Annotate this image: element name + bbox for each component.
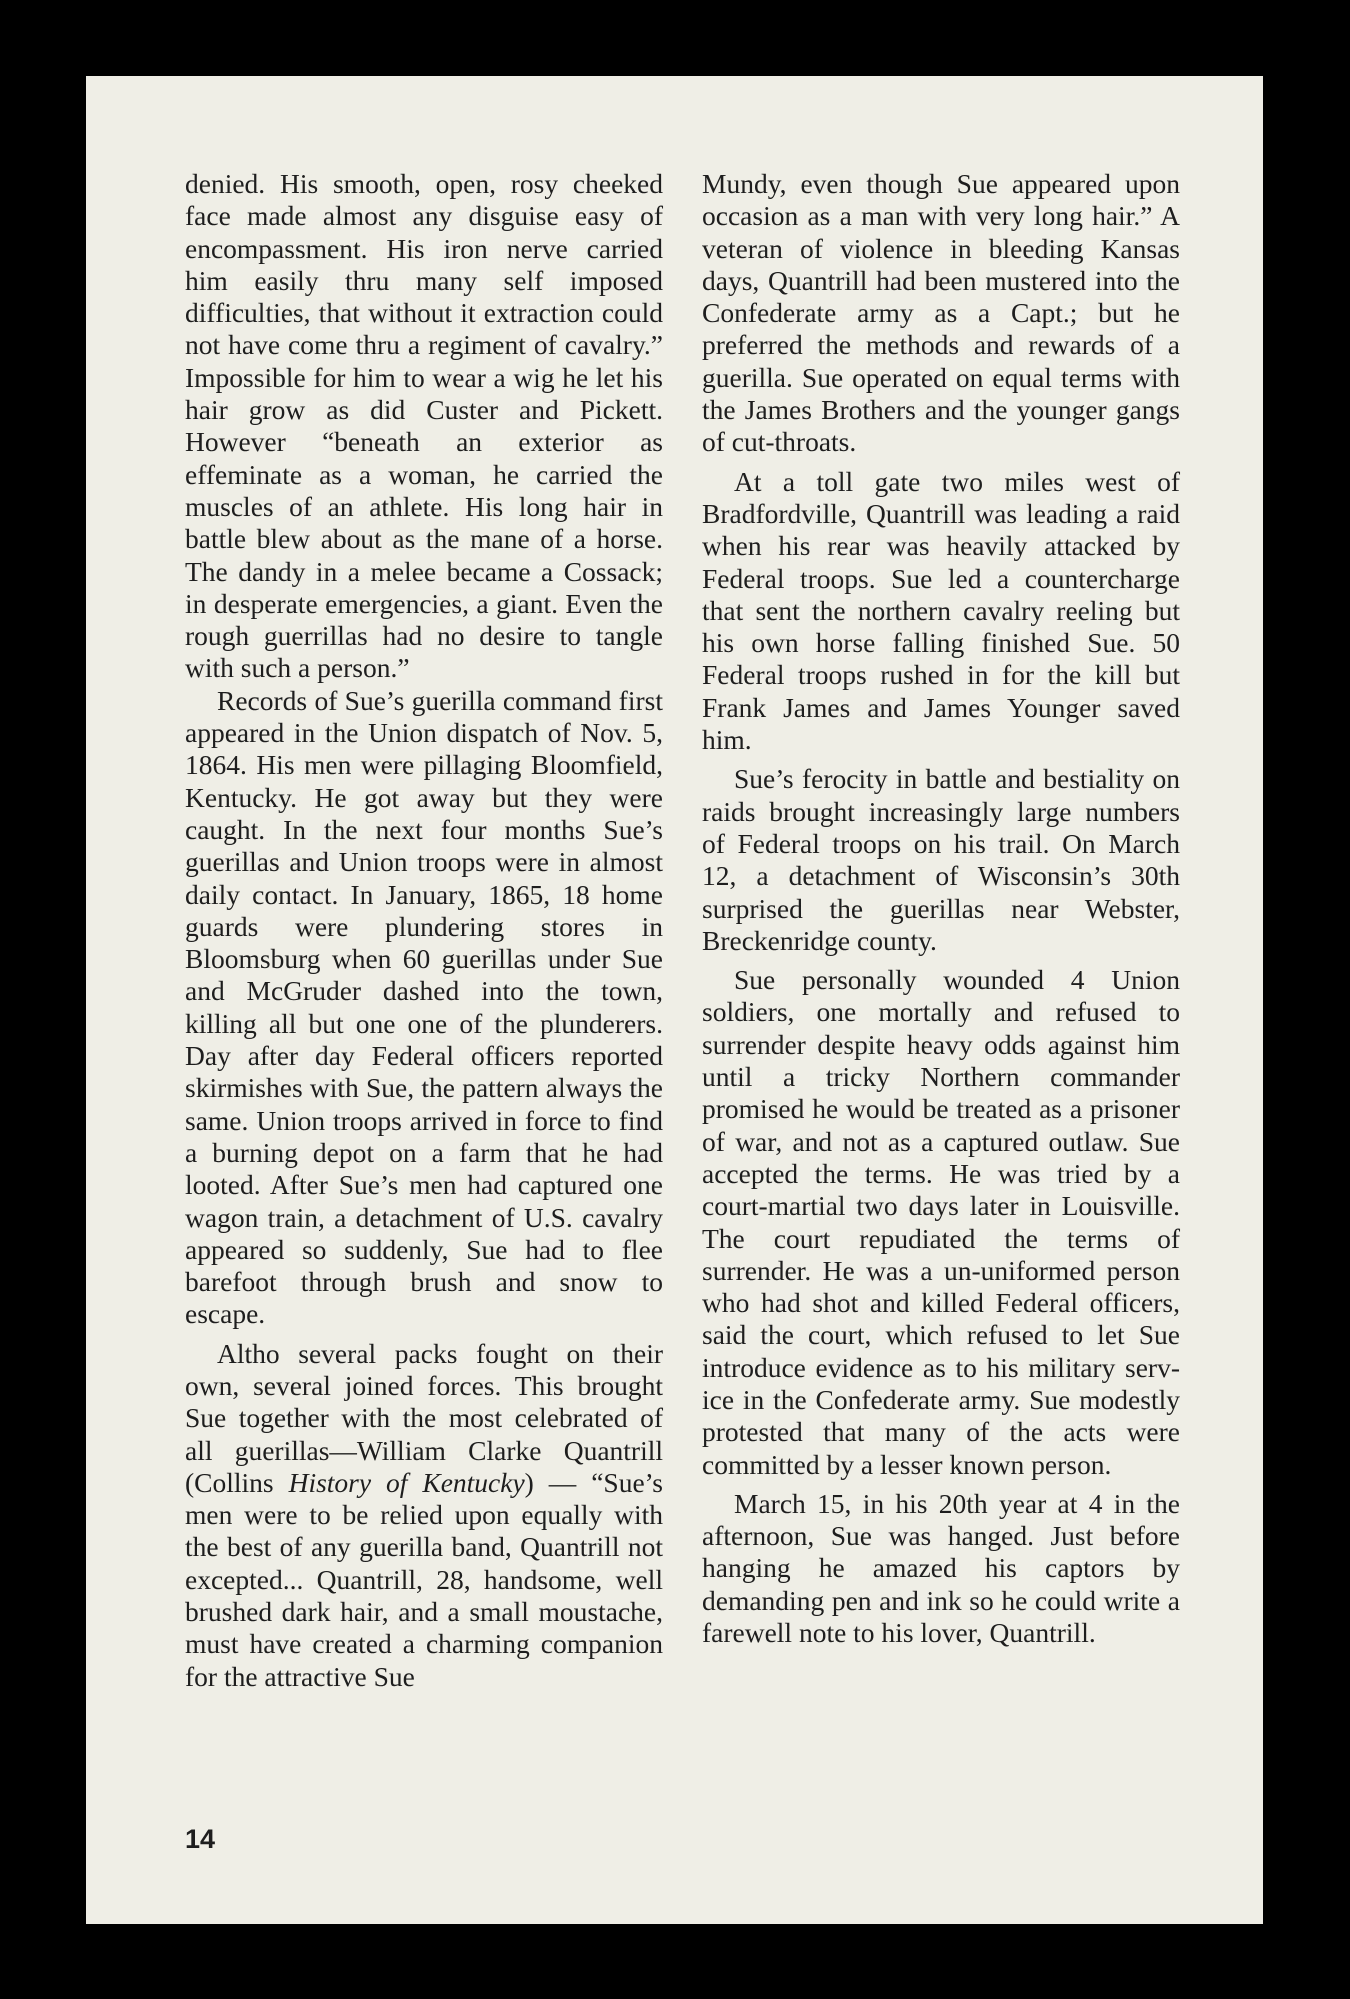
paragraph-left-3-text-b: ) — “Sue’s men were to be relied upon equally with the best of any guerilla band, Quantrill not excepted... Quantrill, 28, handsome, well brushed dark hair, and a small moustache, must have created a charming companion for the attractive Sue	[185, 1466, 663, 1692]
paragraph-right-4: Sue personally wounded 4 Union soldiers, one mortally and refused to surrender despite heavy odds against him until a tricky Northern commander promised he would be treated as a prisoner of war, and not as a captured outlaw. Sue accepted the terms. He was tried by a court-martial two days later in Louisville. The court repudiated the terms of surrender. He was a un-uniformed person who had shot and killed Federal officers, said the court, which refused to let Sue introduce evidence as to his military service in the Confederate army. Sue modestly protested that many of the acts were committed by a lesser known person.	[702, 964, 1180, 1480]
paragraph-left-1: denied. His smooth, open, rosy cheeked face made almost any disguise easy of encompassment. His iron nerve carried him easily thru many self imposed difficulties, that without it extraction could not have come thru a regiment of cavalry.” Impossible for him to wear a wig he let his hair grow as did Custer and Pickett. However “beneath an exterior as effeminate as a woman, he carried the muscles of an athlete. His long hair in battle blew about as the mane of a horse. The dandy in a melee became a Cossack; in desperate emergencies, a giant. Even the rough guerrillas had no desire to tangle with such a person.”	[185, 168, 663, 684]
right-column	[702, 168, 1180, 1649]
paragraph-left-3-text-a: Altho several packs fought on their own, several joined forces. This brought Sue together with the most celebrated of all guerillas—William Clarke Quantrill (Collins	[185, 1337, 663, 1498]
book-title-italic: History of Kentucky	[288, 1466, 525, 1498]
page-number: 14	[185, 1824, 216, 1854]
paragraph-right-5: March 15, in his 20th year at 4 in the afternoon, Sue was hanged. Just before hanging he amazed his captors by demanding pen and ink so he could write a farewell note to his lover, Quantrill.	[702, 1487, 1180, 1649]
document-page	[86, 76, 1263, 1924]
paragraph-right-1: Mundy, even though Sue appeared upon occasion as a man with very long hair.” A veteran of violence in bleeding Kansas days, Quantrill had been mustered into the Confederate army as a Capt.; but he preferred the methods and rewards of a guerilla. Sue operated on equal terms with the James Brothers and the younger gangs of cut-throats.	[702, 168, 1180, 458]
paragraph-right-3: Sue’s ferocity in battle and bestiality on raids brought increasingly large numbers of Federal troops on his trail. On March 12, a detachment of Wisconsin’s 30th surprised the guerillas near Webster, Breckenridge county.	[702, 763, 1180, 956]
left-column	[185, 168, 663, 1693]
paragraph-left-2: Records of Sue’s guerilla command first appeared in the Union dispatch of Nov. 5, 1864. His men were pillaging Bloomfield, Kentucky. He got away but they were caught. In the next four months Sue’s guerillas and Union troops were in almost daily contact. In January, 1865, 18 home guards were plundering stores in Bloomsburg when 60 guerillas under Sue and McGruder dashed into the town, killing all but one one of the plunderers. Day after day Federal officers reported skirmishes with Sue, the pattern always the same. Union troops arrived in force to find a burning depot on a farm that he had looted. After Sue’s men had captured one wagon train, a detachment of U.S. cavalry appeared so suddenly, Sue had to flee barefoot through brush and snow to escape.	[185, 684, 663, 1330]
paragraph-right-2: At a toll gate two miles west of Bradfordville, Quantrill was leading a raid when his rear was heavily attacked by Federal troops. Sue led a countercharge that sent the northern cavalry reeling but his own horse falling finished Sue. 50 Federal troops rushed in for the kill but Frank James and James Younger saved him.	[702, 465, 1180, 756]
paragraph-left-3	[185, 1338, 663, 1693]
